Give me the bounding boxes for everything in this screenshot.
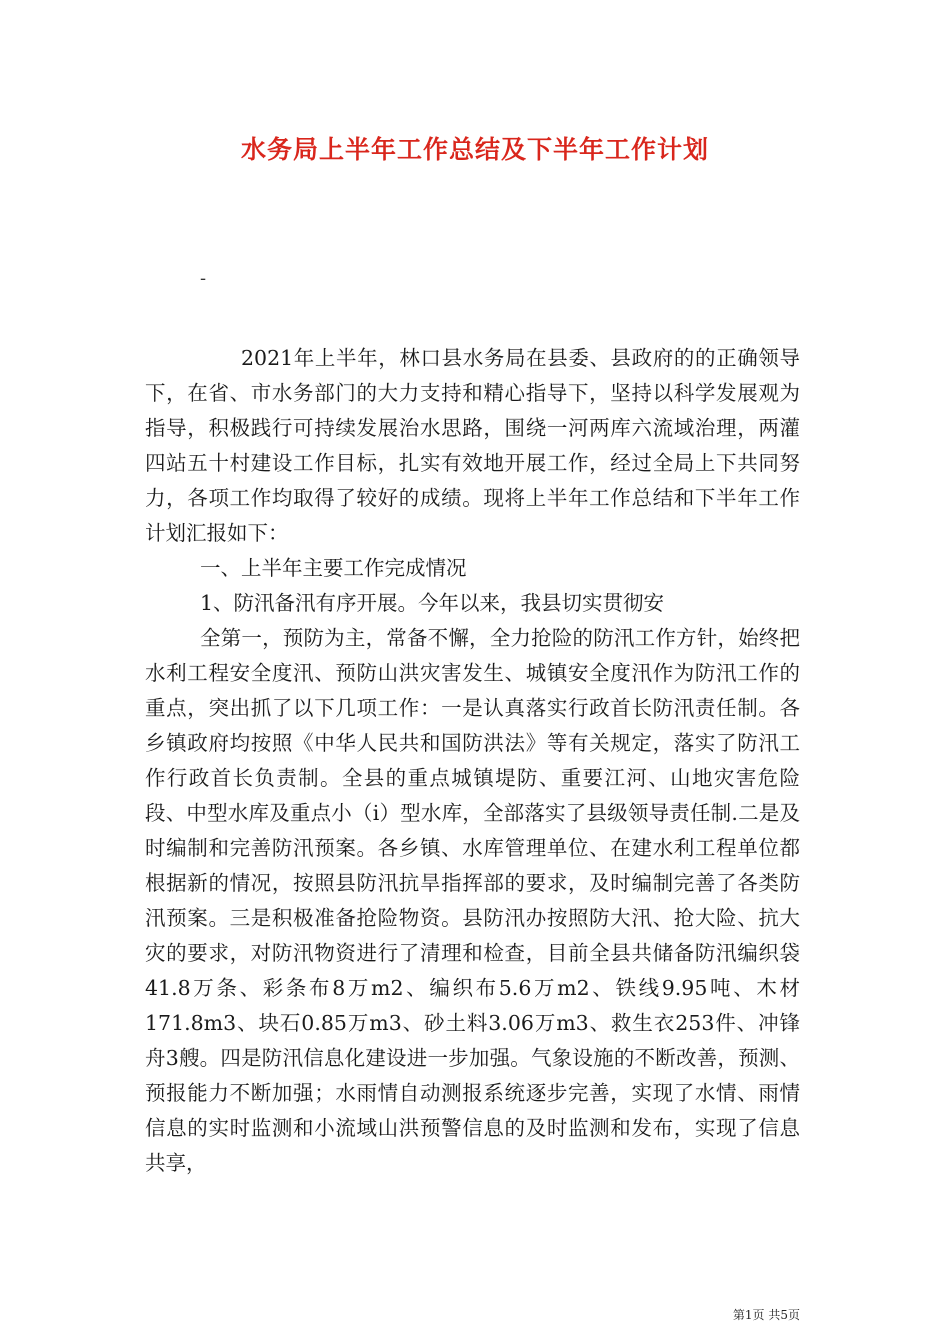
paragraph-item-1-continued: 全第一，预防为主，常备不懈，全力抢险的防汛工作方针，始终把水利工程安全度汛、预防山洪灾害发生、城镇安全度汛作为防汛工作的重点，突出抓了以下几项工作：一是认真落实行政首长防汛责任制。各乡镇政府均按照《中华人民共和国防洪法》等有关规定，落实了防汛工作行政首长负责制。全县的重点城镇堤防、重要江河、山地灾害危险段、中型水库及重点小（i）型水库，全部落实了县级领导责任制.二是及时编制和完善防汛预案。各乡镇、水库管理单位、在建水利工程单位都根据新的情况，按照县防汛抗旱指挥部的要求，及时编制完善了各类防汛预案。三是积极准备抢险物资。县防汛办按照防大汛、抢大险、抗大灾的要求，对防汛物资进行了清理和检查，目前全县共储备防汛编织袋41.8万条、彩条布8万m2、编织布5.6万m2、铁线9.95吨、木材171.8m3、块石0.85万m3、砂土料3.06万m3、救生衣253件、冲锋舟3艘。四是防汛信息化建设进一步加强。气象设施的不断改善，预测、预报能力不断加强；水雨情自动测报系统逐步完善，实现了水情、雨情信息的实时监测和小流域山洪预警信息的及时监测和发布，实现了信息共享， xyxy=(145,626,800,1175)
page-number: 第1页 共5页 xyxy=(732,1308,800,1322)
section-heading: 一、上半年主要工作完成情况 xyxy=(200,556,467,580)
paragraph-intro: 2021年上半年，林口县水务局在县委、县政府的的正确领导下，在省、市水务部门的大力支持和精心指导下，坚持以科学发展观为指导，积极践行可持续发展治水思路，围绕一河两库六流域治理，两灌四站五十村建设工作目标，扎实有效地开展工作，经过全局上下共同努力，各项工作均取得了较好的成绩。现将上半年工作总结和下半年工作计划汇报如下： xyxy=(145,346,800,545)
document-body xyxy=(145,341,800,1181)
separator-dash: - xyxy=(200,268,207,289)
paragraph-item-1: 1、防汛备汛有序开展。今年以来，我县切实贯彻安 xyxy=(200,591,665,615)
document-title: 水务局上半年工作总结及下半年工作计划 xyxy=(240,135,709,164)
